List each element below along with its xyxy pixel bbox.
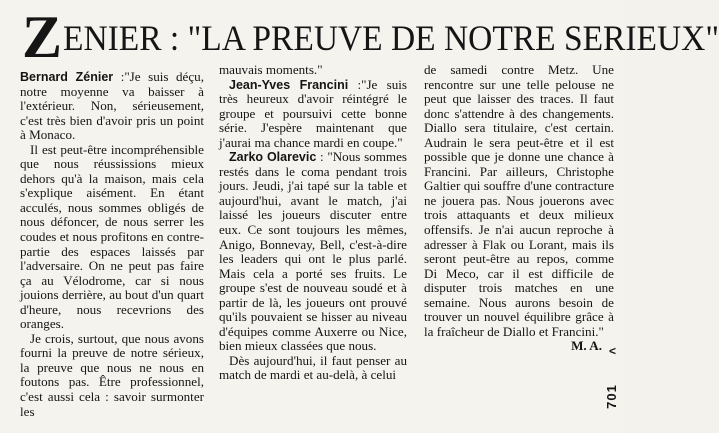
- margin-arrow: <: [609, 344, 617, 358]
- paragraph: de samedi contre Metz. Une rencontre sur une telle pelouse ne peut que laisser des traces. Il faut donc s'attendre à des changements. Diallo sera titulaire, c'est certain. Audrain le sera peut-être et il est possible que je donne une chance à Francini. Par ailleurs, Christophe Galtier qui souffre d'une contracture ne jouera pas. Nous jouerons avec trois attaquants et deux milieux offensifs. Je n'ai aucun reproche à adresser à Flak ou Lorant, mais ils seront peut-être au repos, comme Di Meco, car il est difficile de disputer trois matches en une semaine. Nous aurons besoin de trouver un nouvel équilibre grâce à la fraîcheur de Diallo et Francini.": [424, 62, 614, 339]
- author-signature: M. A.: [571, 338, 602, 354]
- speaker-name: Jean-Yves Francini: [229, 77, 349, 92]
- quote-text: : "Nous sommes restés dans le coma pendant trois jours. Jeudi, j'ai tapé sur la table et aujourd'hui, avant le match, j'ai laissé les joueurs discuter entre eux. Ce sont toujours les mêmes, Anigo, Bonnevay, Bell, c'est-à-dire les leaders qui ont le plus parlé. Mais cela a porté ses fruits. Le groupe s'est de nouveau soudé et à partir de là, les joueurs ont prouvé qu'ils pouvaient se hisser au niveau d'équipes comme Auxerre ou Nice, bien mieux classées que nous.: [219, 149, 407, 354]
- article-column-1: [20, 70, 204, 419]
- quote-text: :"Je suis déçu, notre moyenne va baisser à l'extérieur. Non, sérieusement, c'est très bien d'avoir pris un point à Monaco.: [20, 69, 204, 143]
- speaker-name: Zarko Olarevic: [229, 150, 317, 165]
- paragraph: [219, 150, 407, 354]
- paragraph: [219, 78, 407, 151]
- margin-annotation: [603, 344, 625, 433]
- paragraph: Dès aujourd'hui, il faut penser au match de mardi et au-delà, à celui: [219, 352, 407, 383]
- article-column-3: [424, 63, 614, 354]
- paragraph: Il est peut-être incompréhensible que nous réussissions mieux dehors qu'à la maison, mais cela s'explique aisément. En étant acculés, nous sommes obligés de nous défoncer, de nous serrer les coudes et nous profitons en contre-partie des espaces laissés par l'adversaire. On ne peut pas faire ça au Vélodrome, car si nous jouions derrière, au bout d'un quart d'heure, nous recevrions des oranges.: [20, 141, 204, 332]
- paragraph: mauvais moments.": [219, 62, 323, 77]
- speaker-name: Bernard Zénier: [20, 70, 114, 84]
- quote-text: :"Je suis très heureux d'avoir réintégré le groupe et poursuivi cette bonne série. J'espère maintenant que j'aurai ma chance mardi en coupe.": [219, 76, 407, 150]
- page-code: 701: [603, 384, 619, 409]
- headline-dropcap: Z: [22, 4, 62, 70]
- paragraph: Je crois, surtout, que nous avons fourni la preuve de notre sérieux, la preuve que nous ne nous en foutons pas. Être professionnel, c'est aussi cela : savoir surmonter les: [20, 330, 204, 419]
- article-column-2: [219, 63, 407, 383]
- headline-text: ENIER : "LA PREUVE DE NOTRE SERIEUX": [63, 18, 719, 58]
- paragraph: [20, 70, 204, 143]
